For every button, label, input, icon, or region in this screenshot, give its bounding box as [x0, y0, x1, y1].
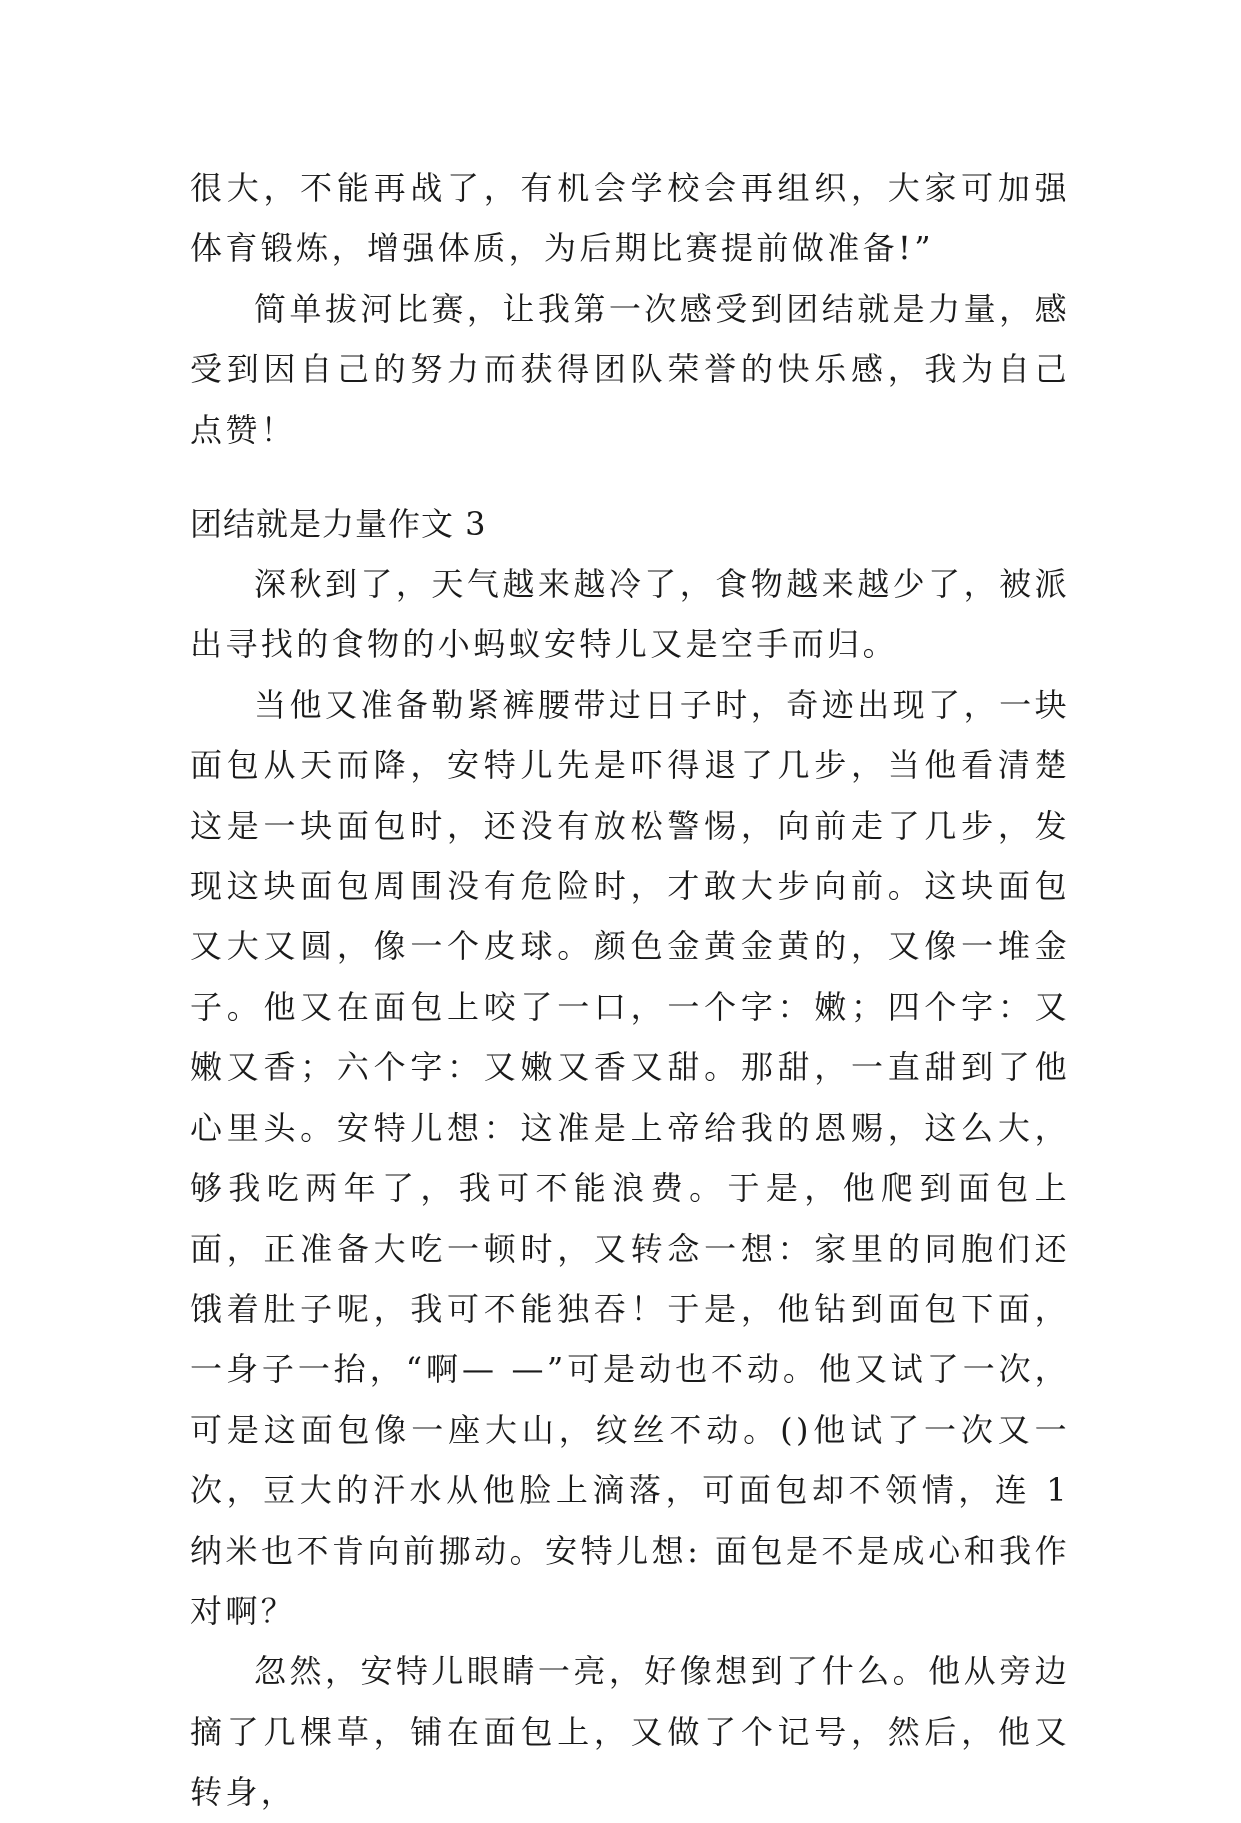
section-paragraph-3: 忽然，安特儿眼睛一亮，好像想到了什么。他从旁边摘了几棵草，铺在面包上，又做了个记号，然后，他又转身，: [190, 1652, 1070, 1812]
section-title: 团结就是力量作文 3: [190, 505, 487, 544]
document-page: [190, 158, 1070, 1823]
paragraph-1: 很大，不能再战了，有机会学校会再组织，大家可加强体育锻炼，增强体质，为后期比赛提前做准备!”: [190, 169, 1070, 268]
section-paragraph-1: 深秋到了，天气越来越冷了，食物越来越少了，被派出寻找的食物的小蚂蚁安特儿又是空手而归。: [190, 565, 1070, 664]
section-paragraph-2: 当他又准备勒紧裤腰带过日子时，奇迹出现了，一块面包从天而降，安特儿先是吓得退了几步，当他看清楚这是一块面包时，还没有放松警惕，向前走了几步，发现这块面包周围没有危险时，才敢大步向前。这块面包又大又圆，像一个皮球。颜色金黄金黄的，又像一堆金子。他又在面包上咬了一口，一个字：嫩；四个字：又嫩又香；六个字：又嫩又香又甜。那甜，一直甜到了他心里头。安特儿想：这准是上帝给我的恩赐，这么大，够我吃两年了，我可不能浪费。于是，他爬到面包上面，正准备大吃一顿时，又转念一想：家里的同胞们还饿着肚子呢，我可不能独吞！于是，他钻到面包下面，一身子一抬，“啊— —”可是动也不动。他又试了一次，可是这面包像一座大山，纹丝不动。()他试了一次又一次，豆大的汗水从他脸上滴落，可面包却不领情，连 1 纳米也不肯向前挪动。安特儿想: 面包是不是成心和我作对啊？: [190, 685, 1070, 1630]
paragraph-2: 简单拔河比赛，让我第一次感受到团结就是力量，感受到因自己的努力而获得团队荣誉的快乐感，我为自己点赞！: [190, 289, 1070, 449]
